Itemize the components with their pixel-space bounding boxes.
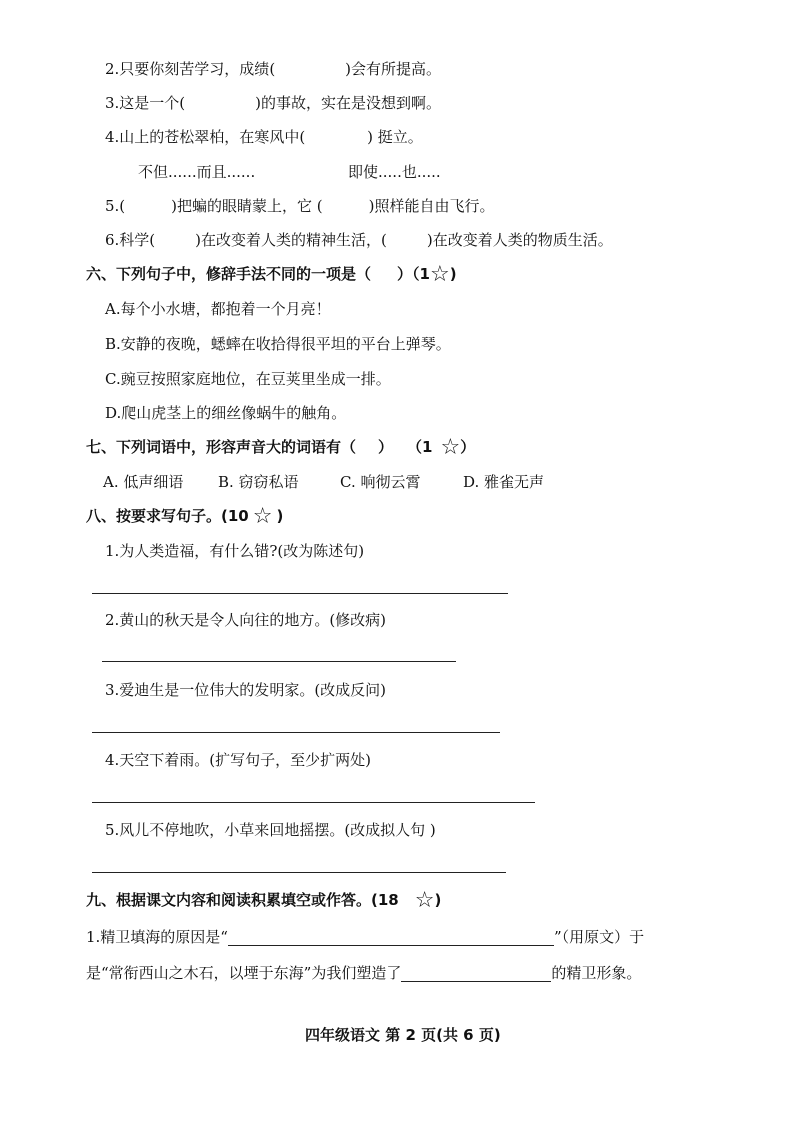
section-7-option-a: A. 低声细语 [103,473,184,491]
section-8-q2: 2.黄山的秋天是令人向往的地方。(修改病) [105,611,387,629]
section-9-q1-text: 1.精卫填海的原因是“ [86,928,228,946]
question-3 [105,93,441,113]
page-footer: 四年级语文 第 2 页(共 6 页) [305,1026,501,1044]
answer-line-5[interactable] [92,872,506,873]
question-4 [105,127,423,147]
section-8-q4: 4.天空下着雨。(扩写句子，至少扩两处) [105,751,372,769]
section-9-title [86,890,441,911]
answer-line-1[interactable] [92,593,508,594]
section-9-q1-line1 [86,927,644,947]
section-9-q1-text-end: ”（用原文）于 [553,928,645,946]
question-2 [105,59,441,79]
section-7-title-text: 七、下列词语中，形容声音大的词语有（ [86,438,357,456]
section-6-option-a: A.每个小水塘，都抱着一个月亮！ [105,300,331,318]
answer-line-3[interactable] [92,732,500,733]
section-7-close: ） [378,438,394,456]
answer-line-2[interactable] [102,661,456,662]
section-9-q1-text-2: 是“常衔西山之木石，以堙于东海”为我们塑造了 [86,964,402,982]
section-6-title [86,264,457,285]
star-icon: ☆ [414,888,435,913]
question-3-text: 3.这是一个( [105,94,186,112]
question-6 [105,230,613,250]
word-option-b: 即使.....也..... [348,163,441,181]
section-7-option-b: B. 窃窃私语 [218,473,299,491]
section-9-q1-line2 [86,963,641,983]
section-9-score-end: ) [434,891,442,909]
question-5-text-mid: )把蝙的眼睛蒙上，它 ( [171,197,323,215]
question-3-text-end: )的事故，实在是没想到啊。 [255,94,442,112]
question-5-text-end: )照样能自由飞行。 [368,197,495,215]
section-7-score: （1 [407,438,433,456]
section-8-title-text: 八、按要求写句子。(10 [86,507,249,525]
section-8-q5: 5.风儿不停地吹，小草来回地摇摆。(改成拟人句 ) [105,821,436,839]
answer-line-4[interactable] [92,802,535,803]
question-6-text-end: )在改变着人类的物质生活。 [426,231,613,249]
section-6-option-d: D.爬山虎茎上的细丝像蜗牛的触角。 [105,404,347,422]
section-6-title-text: 六、下列句子中，修辞手法不同的一项是（ [86,265,372,283]
section-6-score: ）（1 [397,265,430,283]
answer-blank[interactable] [401,963,551,982]
question-5-text: 5.( [105,197,126,215]
question-4-text-end: ) 挺立。 [367,128,423,146]
section-7-option-c: C. 响彻云霄 [340,473,421,491]
question-2-text: 2.只要你刻苦学习，成绩( [105,60,276,78]
star-icon: ☆ [252,504,273,529]
section-8-score-end: ) [276,507,284,525]
section-7-score-end: ） [460,438,476,456]
section-9-title-text: 九、根据课文内容和阅读积累填空或作答。(18 [86,891,399,909]
section-8-q1: 1.为人类造福，有什么错?(改为陈述句) [105,542,365,560]
star-icon: ☆ [440,435,461,460]
section-8-title [86,506,283,527]
section-9-q1-text-2-end: 的精卫形象。 [551,964,642,982]
answer-blank[interactable] [228,927,554,946]
question-6-text-mid: )在改变着人类的精神生活，( [195,231,387,249]
question-2-text-end: )会有所提高。 [345,60,442,78]
question-6-text: 6.科学( [105,231,156,249]
section-6-score-end: ) [449,265,457,283]
section-7-option-d: D. 雅雀无声 [463,473,545,491]
section-6-option-b: B.安静的夜晚，蟋蟀在收拾得很平坦的平台上弹琴。 [105,335,451,353]
word-option-a: 不但......而且...... [138,163,256,181]
section-8-q3: 3.爱迪生是一位伟大的发明家。(改成反问) [105,681,387,699]
star-icon: ☆ [429,262,450,287]
section-6-option-c: C.豌豆按照家庭地位，在豆荚里坐成一排。 [105,370,391,388]
question-5 [105,196,495,216]
question-4-text: 4.山上的苍松翠柏，在寒风中( [105,128,306,146]
section-7-title [86,437,475,458]
